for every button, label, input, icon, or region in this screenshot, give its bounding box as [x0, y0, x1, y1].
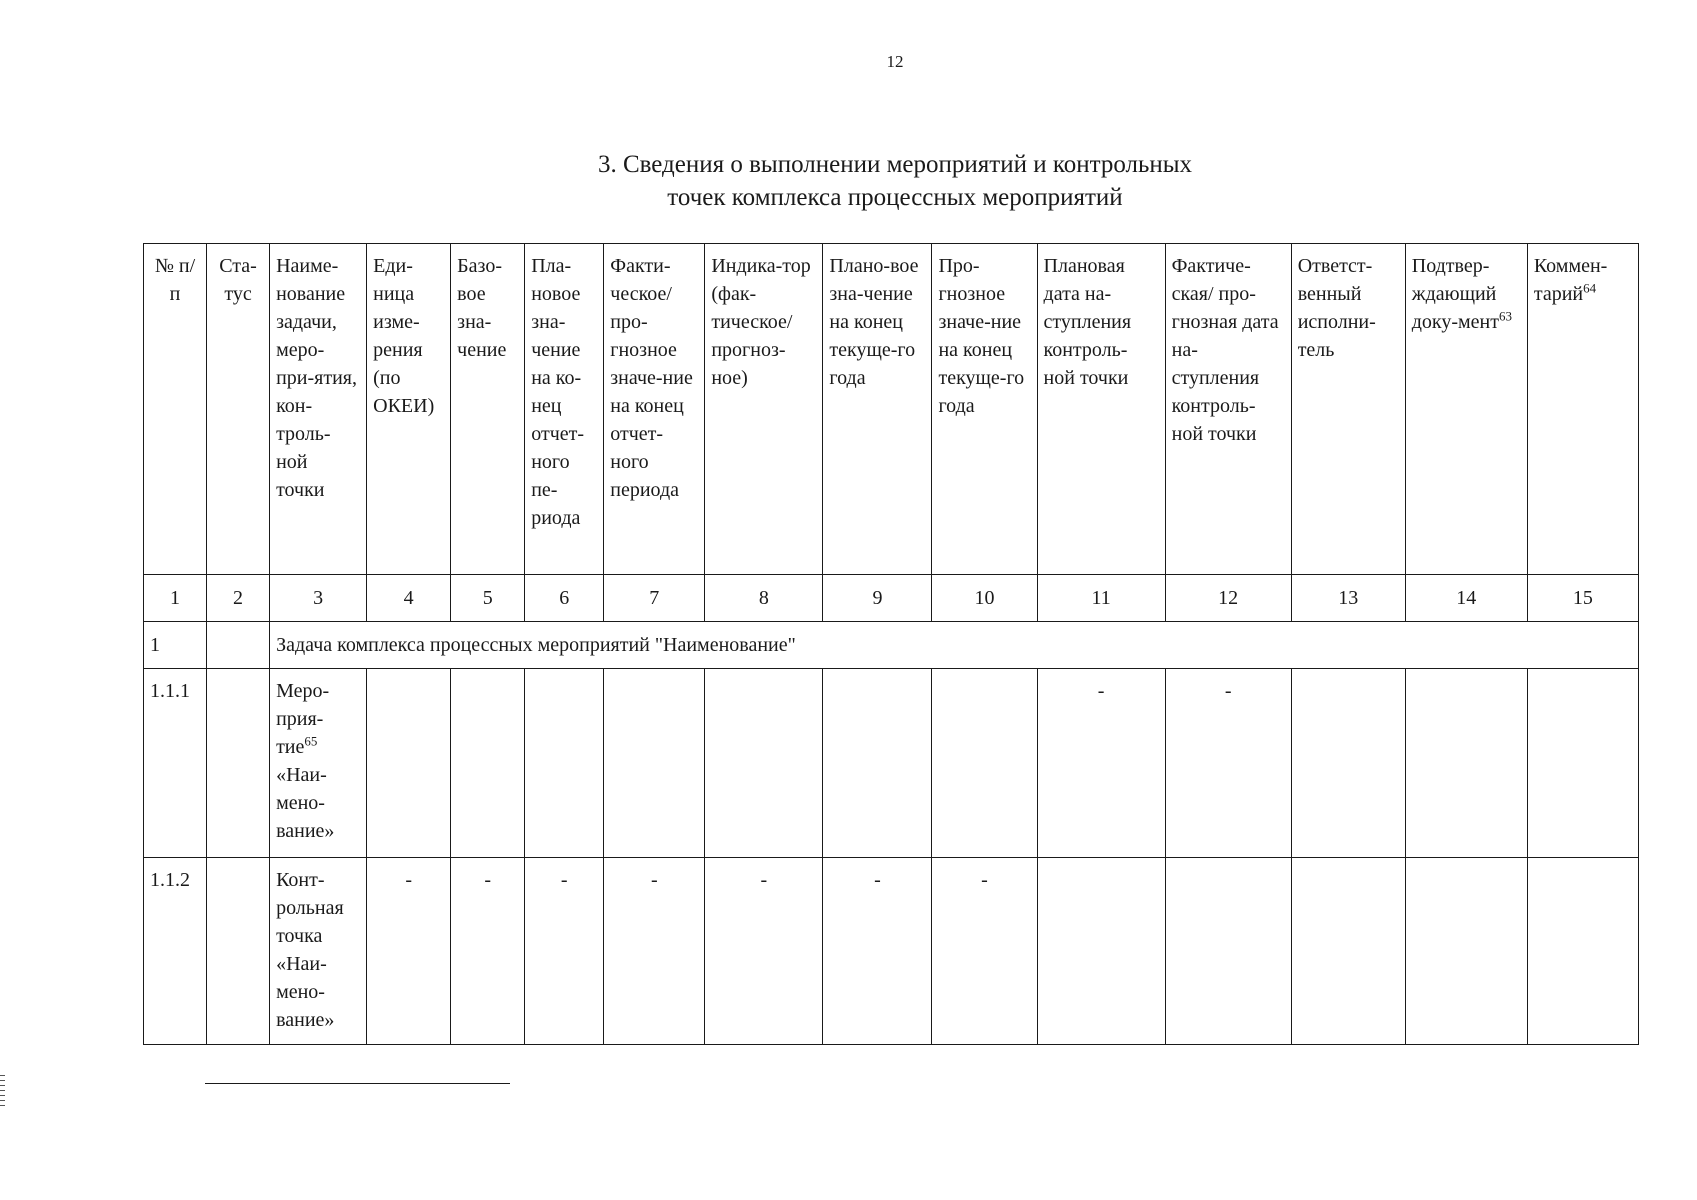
column-number: 9: [823, 575, 932, 622]
column-number: 6: [525, 575, 604, 622]
row-number: 1.1.1: [144, 669, 207, 858]
row-status: [207, 669, 270, 858]
row-plan-year-value: -: [823, 858, 932, 1045]
row-indicator: [705, 669, 823, 858]
row-name-suffix: «Наи-мено-вание»: [276, 764, 335, 842]
column-number: 1: [144, 575, 207, 622]
row-indicator: -: [705, 858, 823, 1045]
section-title-line-2: точек комплекса процессных мероприятий: [667, 184, 1123, 211]
row-unit: -: [367, 858, 451, 1045]
column-number: 3: [270, 575, 367, 622]
footnote-ref-64: 64: [1583, 280, 1597, 296]
header-fact-date: Фактиче-ская/ про-гнозная дата на-ступления контроль-ной точки: [1165, 244, 1291, 575]
row-comment: [1527, 858, 1638, 1045]
task-number: 1: [144, 622, 207, 669]
row-fact-period-value: [604, 669, 705, 858]
row-fact-date: [1165, 858, 1291, 1045]
header-number: № п/п: [144, 244, 207, 575]
section-title-line-1: 3. Сведения о выполнении мероприятий и контрольных: [597, 151, 1193, 178]
row-plan-period-value: -: [525, 858, 604, 1045]
header-document-label: Подтвер-ждающий доку-мент: [1411, 255, 1499, 333]
row-fact-period-value: -: [604, 858, 705, 1045]
row-document: [1405, 858, 1527, 1045]
row-forecast-year-value: -: [932, 858, 1037, 1045]
task-name: Задача комплекса процессных мероприятий "Наименование": [270, 622, 1639, 669]
row-name-prefix: Меро-прия-тие: [276, 680, 330, 758]
row-name: [270, 669, 367, 858]
row-plan-date: [1037, 858, 1165, 1045]
row-base-value: -: [451, 858, 525, 1045]
column-number: 13: [1291, 575, 1405, 622]
header-comment-label: Коммен-тарий: [1533, 255, 1608, 305]
row-base-value: [451, 669, 525, 858]
task-status: [207, 622, 270, 669]
column-number: 5: [451, 575, 525, 622]
header-comment: [1527, 244, 1638, 575]
header-fact-period-value: Факти-ческое/ про-гнозное значе-ние на конец отчет-ного периода: [604, 244, 705, 575]
row-comment: [1527, 669, 1638, 858]
table-row: [144, 858, 1639, 1045]
column-number: 4: [367, 575, 451, 622]
page-number: 12: [886, 52, 904, 71]
row-responsible: [1291, 669, 1405, 858]
header-row: [144, 244, 1639, 575]
row-number: 1.1.2: [144, 858, 207, 1045]
footnote-separator: [205, 1083, 510, 1084]
task-row: [144, 622, 1639, 669]
header-forecast-year-value: Про-гнозное значе-ние на конец текуще-го года: [932, 244, 1037, 575]
report-table: [143, 243, 1639, 1045]
column-number-row: [144, 575, 1639, 622]
header-status: Ста-тус: [207, 244, 270, 575]
header-unit: Еди-ница изме-рения (по ОКЕИ): [367, 244, 451, 575]
row-forecast-year-value: [932, 669, 1037, 858]
header-plan-date: Плановая дата на-ступления контроль-ной точки: [1037, 244, 1165, 575]
row-plan-date: -: [1037, 669, 1165, 858]
margin-scan-mark: [0, 1075, 5, 1109]
footnote-ref-65: 65: [304, 733, 318, 749]
column-number: 15: [1527, 575, 1638, 622]
row-plan-year-value: [823, 669, 932, 858]
column-number: 2: [207, 575, 270, 622]
header-base-value: Базо-вое зна-чение: [451, 244, 525, 575]
row-responsible: [1291, 858, 1405, 1045]
column-number: 11: [1037, 575, 1165, 622]
row-unit: [367, 669, 451, 858]
column-number: 7: [604, 575, 705, 622]
header-name: Наиме-нование задачи, меро-при-ятия, кон-троль-ной точки: [270, 244, 367, 575]
header-plan-year-value: Плано-вое зна-чение на конец текуще-го года: [823, 244, 932, 575]
column-number: 14: [1405, 575, 1527, 622]
header-indicator: Индика-тор (фак-тическое/ прогноз-ное): [705, 244, 823, 575]
header-document: [1405, 244, 1527, 575]
table-row: [144, 669, 1639, 858]
column-number: 8: [705, 575, 823, 622]
row-document: [1405, 669, 1527, 858]
row-status: [207, 858, 270, 1045]
header-responsible: Ответст-венный исполни-тель: [1291, 244, 1405, 575]
row-name: Конт-рольная точка «Наи-мено-вание»: [270, 858, 367, 1045]
column-number: 10: [932, 575, 1037, 622]
section-title: [0, 148, 1697, 214]
footnote-ref-63: 63: [1499, 308, 1512, 324]
header-plan-period-value: Пла-новое зна-чение на ко-нец отчет-ного пе-риода: [525, 244, 604, 575]
row-fact-date: -: [1165, 669, 1291, 858]
column-number: 12: [1165, 575, 1291, 622]
row-plan-period-value: [525, 669, 604, 858]
